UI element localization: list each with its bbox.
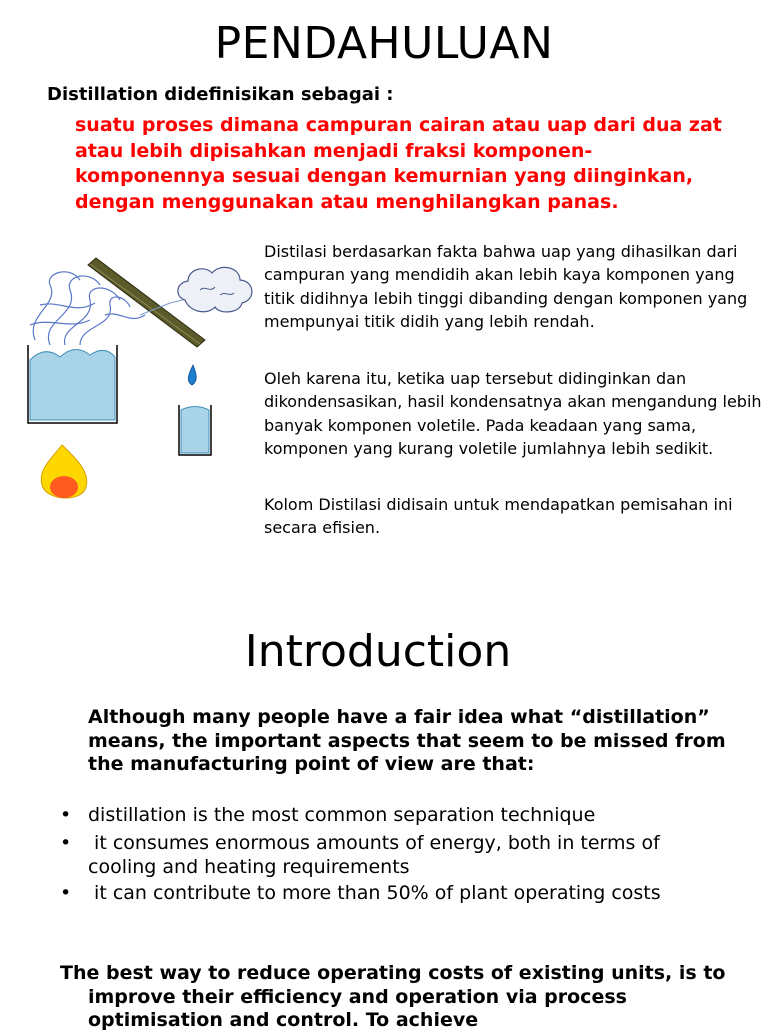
distillation-illustration (20, 245, 260, 510)
bullet-icon: • (60, 832, 72, 854)
conclusion-paragraph: The best way to reduce operating costs of existing units, is to improve their efficiency and operation via process optimisation and control. To achieve (60, 962, 726, 1031)
list-item-text: it consumes enormous amounts of energy, both in terms of cooling and heating requirements (88, 832, 666, 878)
paragraph-2: Oleh karena itu, ketika uap tersebut didinginkan dan dikondensasikan, hasil kondensatnya akan mengandung lebih banyak komponen voletile. Pada keadaan yang sama, komponen yang kurang voletile jumlahnya lebih sedikit. (264, 369, 762, 458)
paragraph-1: Distilasi berdasarkan fakta bahwa uap yang dihasilkan dari campuran yang mendidih akan lebih kaya komponen yang titik didihnya lebih tinggi dibanding dengan komponen yang mempunyai titik didih yang lebih rendah. (264, 242, 748, 331)
beaker-icon (28, 345, 117, 423)
definition-label: Distillation didefinisikan sebagai : (47, 84, 394, 105)
list-item (60, 804, 720, 828)
intro-paragraph: Although many people have a fair idea what “distillation” means, the important aspects that seem to be missed from the manufacturing point of view are that: (88, 706, 726, 775)
page-title-introduction: Introduction (244, 626, 512, 677)
definition-text: suatu proses dimana campuran cairan atau uap dari dua zat atau lebih dipisahkan menjadi fraksi komponen-komponennya sesuai dengan kemurnian yang diinginkan, dengan menggunakan atau menghilangkan panas. (75, 114, 722, 213)
droplet-icon (188, 365, 196, 385)
bullet-icon: • (60, 804, 72, 826)
page-title-pendahuluan: PENDAHULUAN (214, 18, 554, 69)
collection-beaker-icon (179, 405, 211, 455)
flame-icon (41, 445, 87, 498)
cloud-icon (178, 267, 252, 312)
list-item-text: it can contribute to more than 50% of plant operating costs (88, 882, 661, 904)
paragraph-3: Kolom Distilasi didisain untuk mendapatkan pemisahan ini secara efisien. (264, 495, 733, 538)
list-item-text: distillation is the most common separation technique (88, 804, 596, 826)
list-item (60, 882, 720, 906)
bullet-icon: • (60, 882, 72, 904)
list-item (60, 832, 720, 879)
